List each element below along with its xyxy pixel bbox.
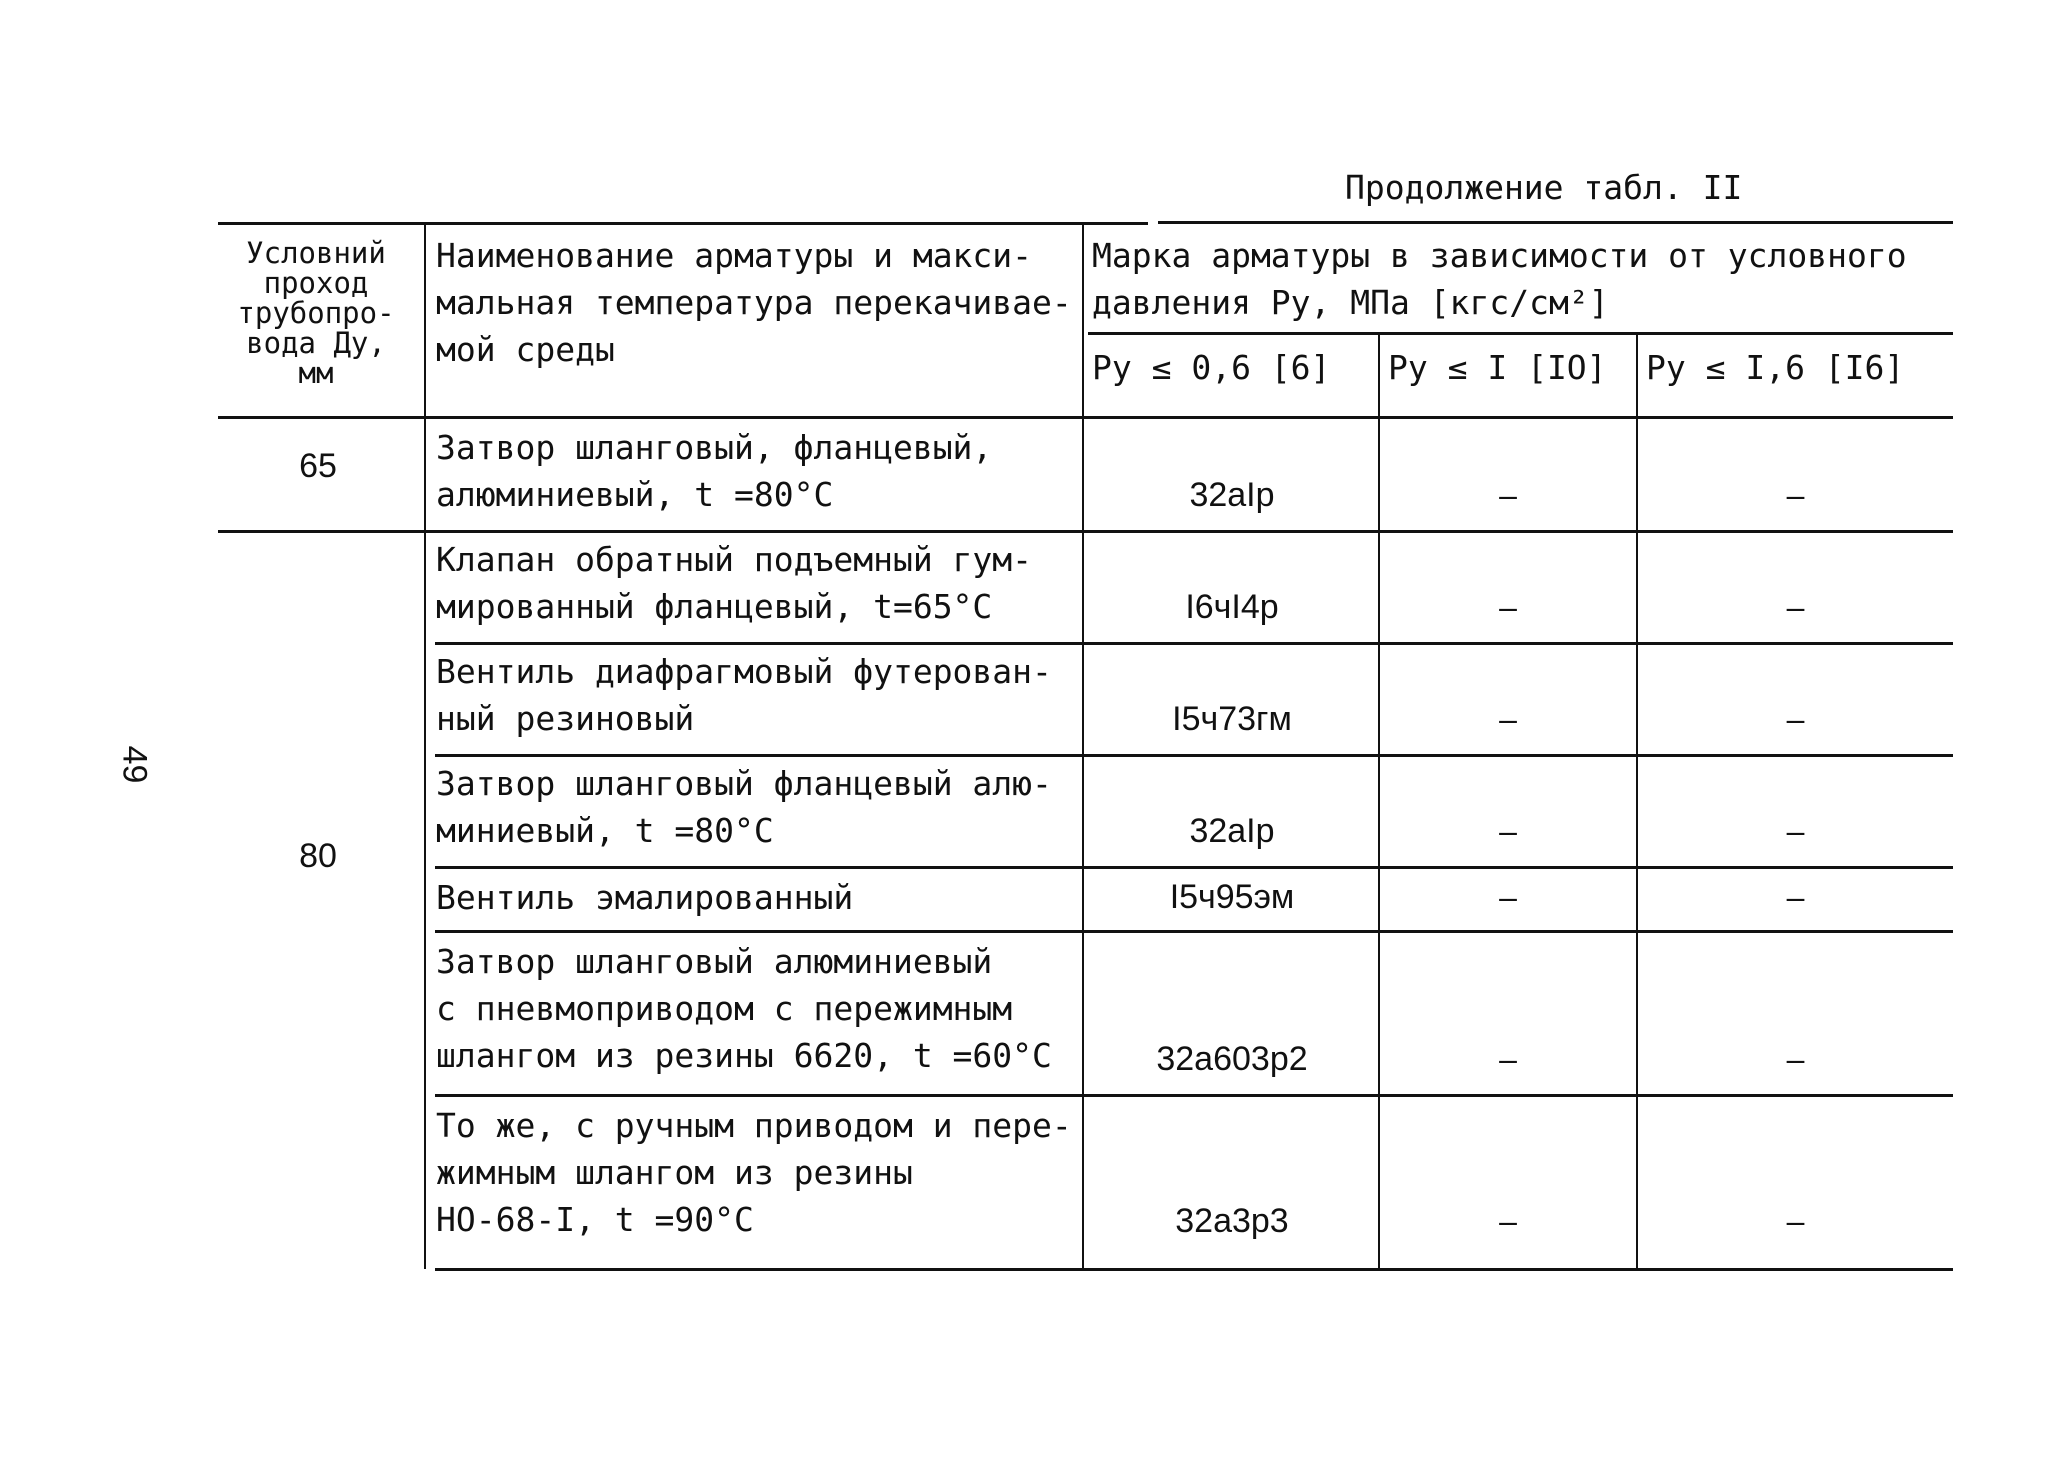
header-pressure-1-6: Ру ≤ I,6 [I6] bbox=[1646, 348, 1905, 387]
page-number: 49 bbox=[115, 745, 154, 784]
fitting-mark: – bbox=[1499, 589, 1517, 625]
fitting-mark: – bbox=[1786, 1041, 1805, 1077]
header-pressure-1: Ру ≤ I [IO] bbox=[1388, 348, 1607, 387]
header-fitting-name: Наименование арматуры и макси- мальная температура перекачивае- мой среды bbox=[436, 236, 1072, 369]
fitting-mark: – bbox=[1786, 701, 1805, 737]
header-fitting-mark: Марка арматуры в зависимости от условного давления Ру, МПа [кгс/см²] bbox=[1092, 236, 1907, 322]
subheader-rule bbox=[1088, 332, 1953, 335]
fitting-mark: 32aIр bbox=[1189, 476, 1275, 514]
fitting-mark: I6чI4р bbox=[1185, 588, 1279, 626]
column-rule bbox=[424, 224, 426, 1269]
fitting-mark: – bbox=[1786, 477, 1805, 513]
table-bottom-rule bbox=[435, 1268, 1953, 1271]
row-rule bbox=[435, 754, 1953, 757]
fitting-mark: – bbox=[1786, 879, 1805, 915]
header-bottom-rule bbox=[218, 416, 1953, 419]
fitting-name: Вентиль диафрагмовый футерован- ный резиновый bbox=[436, 652, 1052, 738]
row-rule bbox=[435, 1094, 1953, 1097]
fitting-mark: 32а603р2 bbox=[1156, 1040, 1308, 1078]
fitting-mark: – bbox=[1499, 879, 1517, 915]
row-rule bbox=[435, 930, 1953, 933]
table-caption: Продолжение табл. II bbox=[1345, 168, 1743, 207]
nominal-bore-65: 65 bbox=[299, 447, 337, 485]
header-pressure-0-6: Ру ≤ 0,6 [6] bbox=[1092, 348, 1331, 387]
nominal-bore-80: 80 bbox=[299, 837, 337, 875]
column-rule bbox=[1082, 224, 1084, 1269]
fitting-mark: – bbox=[1499, 1041, 1517, 1077]
fitting-name: Затвор шланговый алюминиевый с пневмоприводом с пережимным шлангом из резины 6620, t =60°C bbox=[436, 942, 1052, 1075]
fitting-mark: – bbox=[1499, 813, 1517, 849]
fitting-mark: – bbox=[1499, 1203, 1517, 1239]
fitting-name: Клапан обратный подъемный гум- мированный фланцевый, t=65°C bbox=[436, 540, 1033, 626]
fitting-mark: – bbox=[1499, 701, 1517, 737]
fitting-mark: I5ч95эм bbox=[1169, 878, 1295, 916]
fitting-name: То же, с ручным приводом и пере- жимным шлангом из резины НО-68-I, t =90°C bbox=[436, 1106, 1072, 1239]
row-rule bbox=[435, 866, 1953, 869]
fitting-mark: I5ч73гм bbox=[1172, 700, 1292, 738]
row-rule bbox=[435, 642, 1953, 645]
fitting-name: Вентиль эмалированный bbox=[436, 878, 854, 917]
fitting-mark: – bbox=[1499, 477, 1517, 513]
header-nominal-bore: Условний проход трубопро- вода Ду, мм bbox=[237, 236, 395, 390]
row-rule bbox=[218, 530, 1953, 533]
fitting-mark: – bbox=[1786, 1203, 1805, 1239]
fitting-mark: 32aIр bbox=[1189, 812, 1275, 850]
fitting-name: Затвор шланговый, фланцевый, алюминиевый, t =80°C bbox=[436, 428, 993, 514]
fitting-mark: 32а3р3 bbox=[1175, 1202, 1289, 1240]
table-top-rule-left bbox=[218, 222, 1148, 225]
fitting-name: Затвор шланговый фланцевый алю- миниевый, t =80°C bbox=[436, 764, 1052, 850]
fitting-mark: – bbox=[1786, 813, 1805, 849]
fitting-mark: – bbox=[1786, 589, 1805, 625]
table-top-rule-right bbox=[1158, 221, 1953, 224]
